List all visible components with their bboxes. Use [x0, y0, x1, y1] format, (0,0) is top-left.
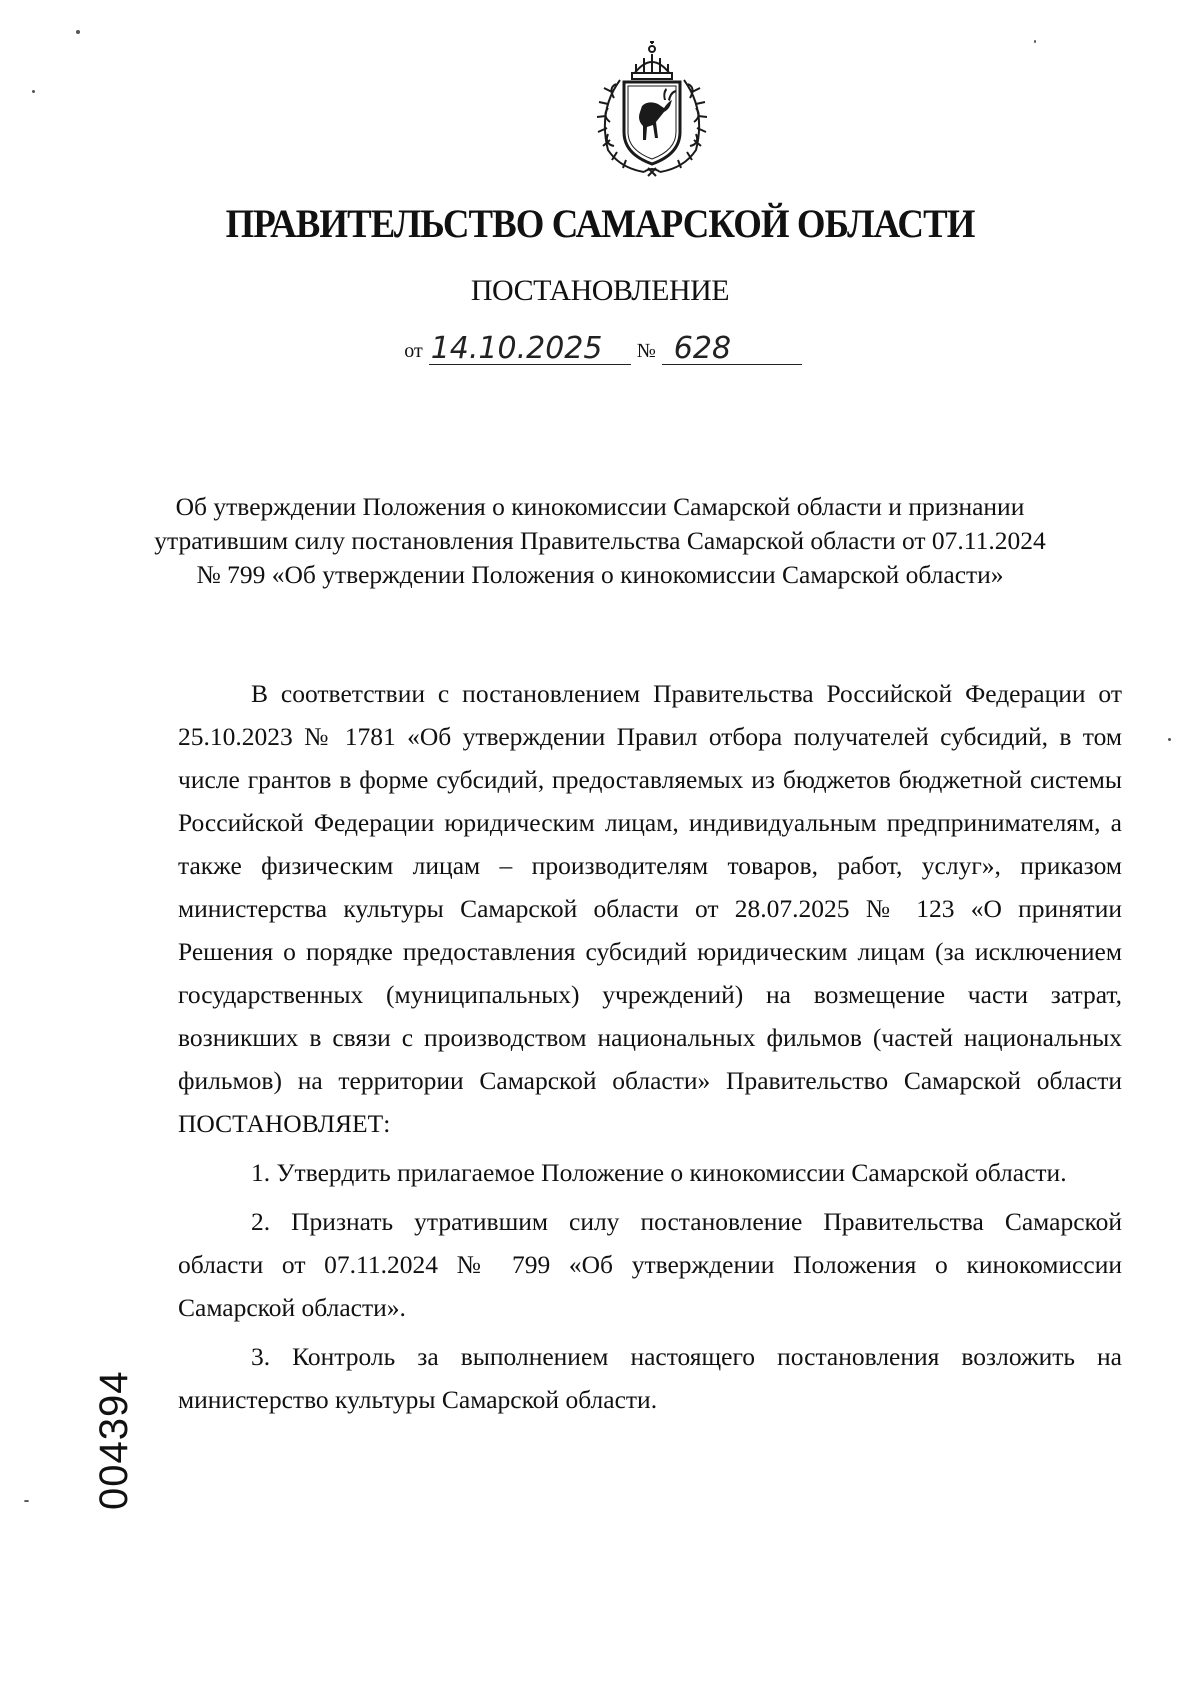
scan-speck: [1168, 738, 1171, 741]
scan-speck: [1034, 40, 1036, 43]
list-item: 3. Контроль за выполнением настоящего постановления возложить на министерство культуры Самарской области.: [178, 1342, 1122, 1414]
handwritten-number: 628: [662, 334, 802, 365]
number-label: №: [636, 340, 656, 362]
document-body: [178, 672, 1122, 1421]
document-type: ПОСТАНОВЛЕНИЕ: [470, 274, 730, 307]
scan-speck: [76, 30, 80, 34]
handwritten-date: 14.10.2025: [429, 334, 631, 365]
date-number-line: [0, 331, 1200, 366]
list-item: 2. Признать утратившим силу постановление Правительства Самарской области от 07.11.2024 № 799 «Об утверждении Положения о кинокомиссии Самарской области».: [178, 1207, 1122, 1322]
document-subject: Об утверждении Положения о кинокомиссии Самарской области и признании утратившим силу постановления Правительства Самарской области от 07.11.2024 № 799 «Об утверждении Положения о кинокомиссии Самарской области»: [154, 492, 1046, 589]
samara-coat-of-arms-icon: [590, 40, 714, 178]
margin-registration-number: 004394: [92, 1370, 136, 1510]
preamble-paragraph: В соответствии с постановлением Правительства Российской Федерации от 25.10.2023 № 1781 «Об утверждении Правил отбора получателей субсидий, в том числе грантов в форме субсидий, предоставляемых из бюджетов бюджетной системы Российской Федерации юридическим лицам, индивидуальным предпринимателям, а также физическим лицам – производителям товаров, работ, услуг», приказом министерства культуры Самарской области от 28.07.2025 № 123 «О принятии Решения о порядке предоставления субсидий юридическим лицам (за исключением государственных (муниципальных) учреждений) на возмещение части затрат, возникших в связи с производством национальных фильмов (частей национальных фильмов) на территории Самарской области» Правительство Самарской области ПОСТАНОВЛЯЕТ:: [178, 679, 1122, 1138]
list-item: 1. Утвердить прилагаемое Положение о кинокомиссии Самарской области.: [251, 1158, 1067, 1187]
organization-title: ПРАВИТЕЛЬСТВО САМАРСКОЙ ОБЛАСТИ: [225, 201, 975, 246]
scan-speck: [24, 1500, 29, 1502]
scan-speck: [32, 90, 35, 93]
date-prefix: от: [404, 340, 423, 362]
